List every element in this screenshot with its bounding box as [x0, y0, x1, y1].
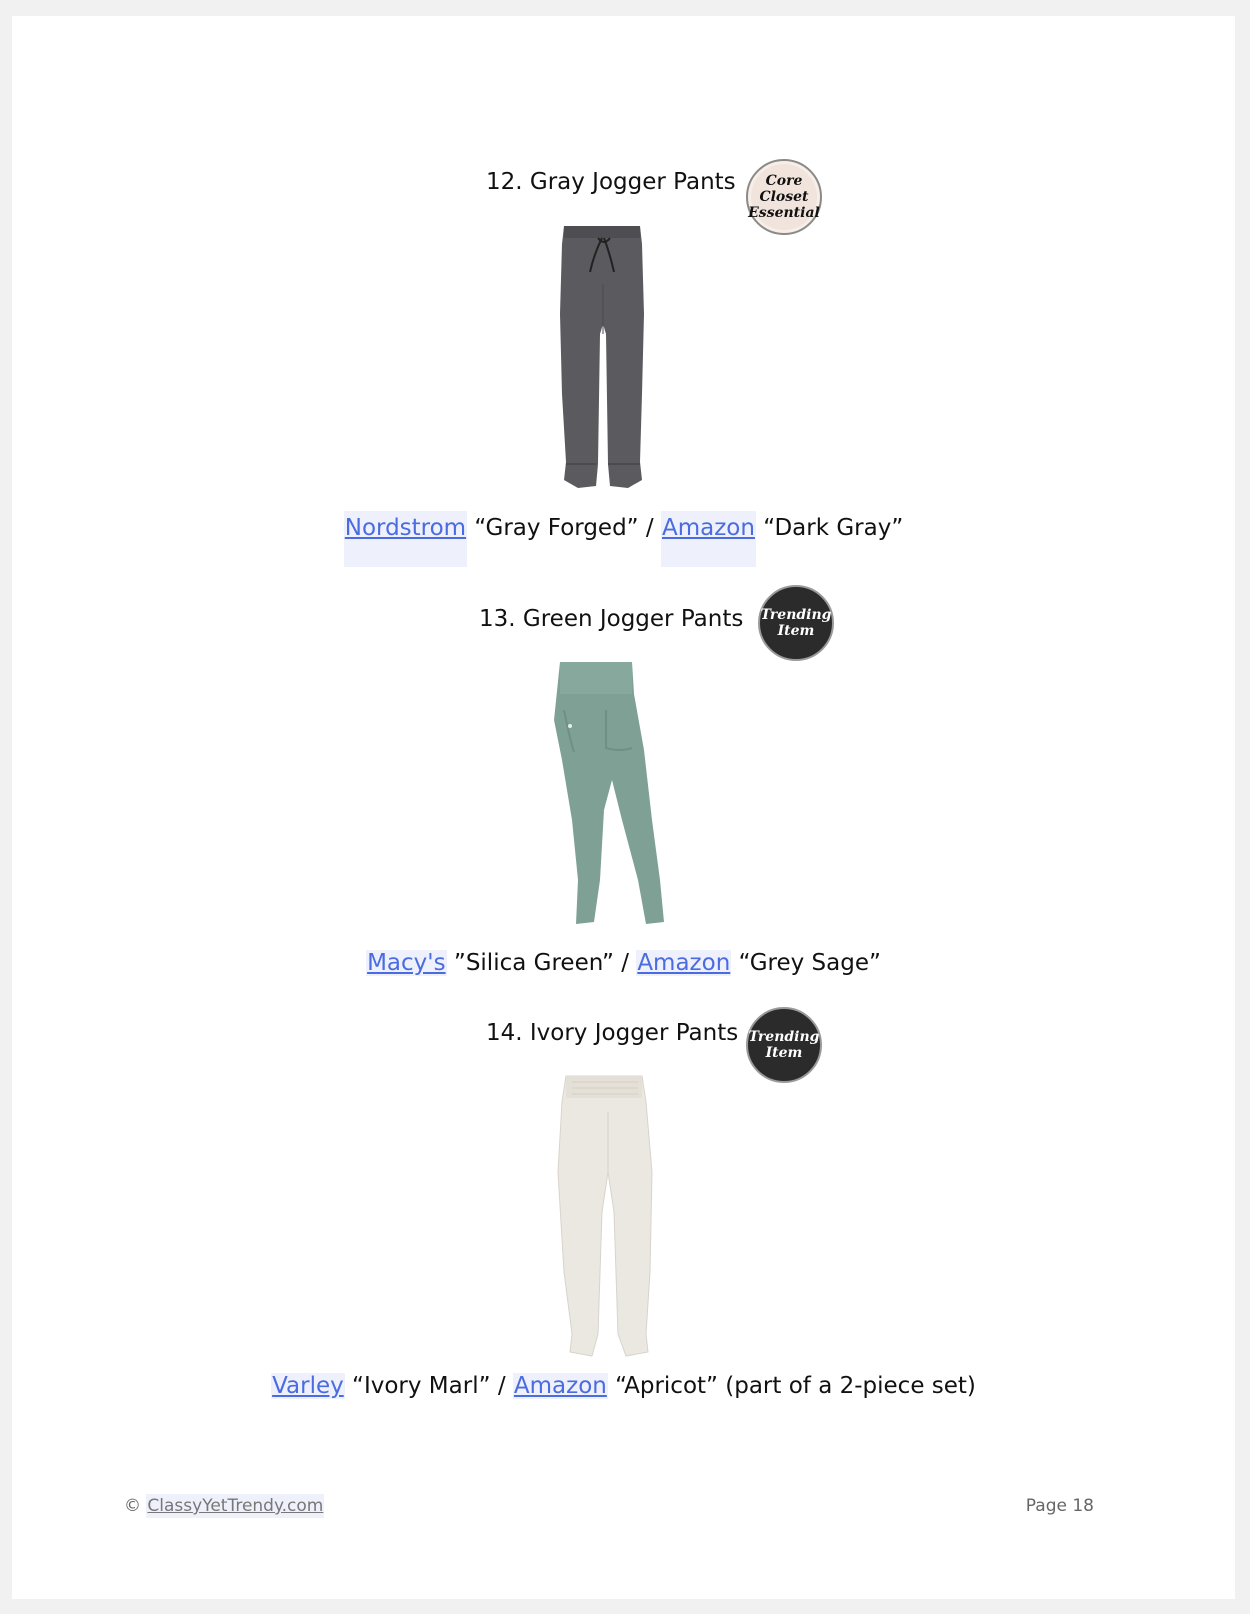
macys-link[interactable]: Macy's — [367, 950, 446, 976]
site-link[interactable]: ClassyYetTrendy.com — [147, 1496, 324, 1516]
amazon-link[interactable]: Amazon — [661, 511, 756, 567]
ivory-jogger-pants-image — [550, 1072, 666, 1358]
amazon-link[interactable]: Amazon — [513, 1373, 607, 1399]
copyright-symbol: © — [124, 1496, 147, 1516]
amazon-link[interactable]: Amazon — [637, 950, 731, 976]
trending-item-badge: Trending Item — [746, 1007, 822, 1083]
shop-links-green-jogger — [12, 950, 1235, 976]
trending-item-badge: Trending Item — [758, 585, 834, 661]
green-jogger-pants-image — [540, 660, 670, 928]
shop-desc: “Ivory Marl” / — [344, 1373, 513, 1399]
nordstrom-link[interactable]: Nordstrom — [344, 511, 467, 567]
footer-copyright — [124, 1496, 324, 1516]
shop-links-gray-jogger — [12, 511, 1235, 567]
shop-desc: “Grey Sage” — [731, 950, 881, 976]
shop-desc: ”Silica Green” / — [446, 950, 637, 976]
shop-desc: “Gray Forged” / — [467, 515, 661, 541]
shop-desc: “Apricot” (part of a 2-piece set) — [607, 1373, 976, 1399]
core-closet-essential-badge: Core Closet Essential — [746, 159, 822, 235]
shop-desc: “Dark Gray” — [755, 515, 904, 541]
item-title-ivory-jogger: 14. Ivory Jogger Pants — [486, 1020, 739, 1046]
item-title-gray-jogger: 12. Gray Jogger Pants — [486, 169, 736, 195]
gray-jogger-pants-image — [554, 224, 654, 490]
document-page — [12, 16, 1235, 1599]
varley-link[interactable]: Varley — [272, 1373, 344, 1399]
item-title-green-jogger: 13. Green Jogger Pants — [479, 606, 744, 632]
page-number: Page 18 — [1025, 1496, 1094, 1516]
shop-links-ivory-jogger — [12, 1373, 1235, 1399]
